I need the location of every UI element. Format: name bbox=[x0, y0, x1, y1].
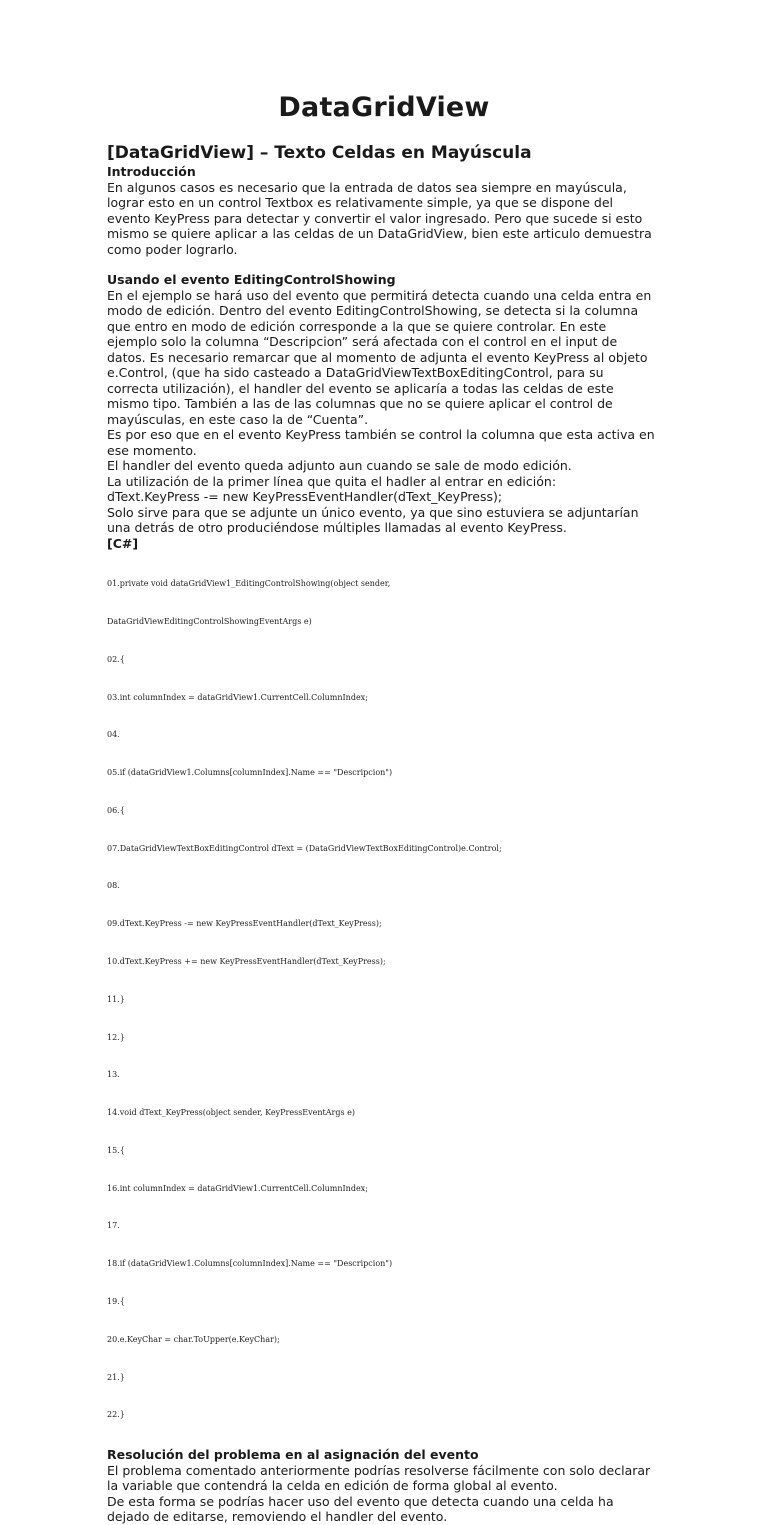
editing-heading: Usando el evento EditingControlShowing bbox=[107, 272, 396, 287]
intro-line: como poder lograrlo. bbox=[107, 241, 238, 257]
editing-line: ejemplo solo la columna “Descripcion” será afectada con el control en el input de bbox=[107, 334, 618, 349]
resolution-line: De esta forma se podrías hacer uso del evento que detecta cuando una celda ha bbox=[107, 1493, 614, 1509]
code-line: 19.{ bbox=[107, 1297, 125, 1307]
article-body bbox=[107, 142, 667, 1525]
editing-line: ese momento. bbox=[107, 442, 197, 458]
intro-line: En algunos casos es necesario que la entrada de datos sea siempre en mayúscula, bbox=[107, 179, 627, 195]
code-line: 06.{ bbox=[107, 805, 125, 815]
code-line: 01.private void dataGridView1_EditingControlShowing(object sender, bbox=[107, 579, 391, 589]
code-language-label: [C#] bbox=[107, 535, 139, 551]
code-line: 10.dText.KeyPress += new KeyPressEventHandler(dText_KeyPress); bbox=[107, 957, 386, 966]
code-line: 17. bbox=[107, 1221, 120, 1231]
editing-line: que entro en modo de edición corresponde a la que se quiere controlar. En este bbox=[107, 318, 607, 334]
resolution-heading: Resolución del problema en al asignación del evento bbox=[107, 1447, 479, 1463]
code-line: 08. bbox=[107, 881, 120, 891]
resolution-line: El problema comentado anteriormente podrías resolverse fácilmente con solo declarar bbox=[107, 1462, 651, 1478]
editing-line: En el ejemplo se hará uso del evento que permitirá detecta cuando una celda entra en bbox=[107, 287, 652, 303]
editing-line: La utilización de la primer línea que quita el hadler al entrar en edición: bbox=[107, 473, 557, 489]
code-line: DataGridViewEditingControlShowingEventArgs e) bbox=[107, 616, 312, 626]
code-block bbox=[107, 553, 667, 1447]
editing-paragraph bbox=[107, 288, 667, 536]
code-line: 09.dText.KeyPress -= new KeyPressEventHandler(dText_KeyPress); bbox=[107, 919, 382, 929]
editing-line: correcta utilización), el handler del evento se aplicaría a todas las celdas de este bbox=[107, 380, 614, 396]
intro-line: mismo se quiere aplicar a las celdas de un DataGridView, bien este articulo demuestra bbox=[107, 226, 652, 241]
code-line: 21.} bbox=[107, 1372, 125, 1382]
resolution-paragraph bbox=[107, 1463, 667, 1525]
editing-line: Solo sirve para que se adjunte un único evento, ya que sino estuviera se adjuntarían bbox=[107, 504, 639, 520]
code-line: 07.DataGridViewTextBoxEditingControl dText = (DataGridViewTextBoxEditingControl)e.Control; bbox=[107, 843, 502, 853]
editing-line: una detrás de otro produciéndose múltiples llamadas al evento KeyPress. bbox=[107, 520, 567, 535]
code-line: 22.} bbox=[107, 1410, 125, 1420]
editing-line: dText.KeyPress -= new KeyPressEventHandler(dText_KeyPress); bbox=[107, 489, 503, 504]
article-subtitle: [DataGridView] – Texto Celdas en Mayúscula bbox=[107, 143, 532, 163]
code-line: 15.{ bbox=[107, 1145, 125, 1155]
code-line: 11.} bbox=[107, 994, 125, 1004]
document-title: DataGridView bbox=[278, 92, 490, 123]
code-line: 05.if (dataGridView1.Columns[columnIndex].Name == "Descripcion") bbox=[107, 768, 393, 778]
code-line: 18.if (dataGridView1.Columns[columnIndex].Name == "Descripcion") bbox=[107, 1259, 393, 1269]
editing-line: Es por eso que en el evento KeyPress también se control la columna que esta activa en bbox=[107, 427, 655, 442]
code-line: 13. bbox=[107, 1070, 120, 1080]
code-line: 04. bbox=[107, 730, 120, 740]
editing-line: mismo tipo. También a las de las columnas que no se quiere aplicar el control de bbox=[107, 396, 613, 411]
code-line: 14.void dText_KeyPress(object sender, KeyPressEventArgs e) bbox=[107, 1108, 355, 1118]
editing-line: mayúsculas, en este caso la de “Cuenta”. bbox=[107, 411, 369, 427]
resolution-line: dejado de editarse, removiendo el handler del evento. bbox=[107, 1509, 448, 1525]
intro-heading: Introducción bbox=[107, 164, 196, 179]
spacer bbox=[107, 257, 667, 272]
editing-line: datos. Es necesario remarcar que al momento de adjunta el evento KeyPress al objeto bbox=[107, 349, 648, 365]
code-line: 02.{ bbox=[107, 654, 125, 664]
intro-line: lograr esto en un control Textbox es relativamente simple, ya que se dispone del bbox=[107, 195, 614, 210]
code-line: 16.int columnIndex = dataGridView1.CurrentCell.ColumnIndex; bbox=[107, 1183, 368, 1193]
resolution-line: la variable que contendrá la celda en edición de forma global al evento. bbox=[107, 1478, 558, 1494]
editing-line: modo de edición. Dentro del evento EditingControlShowing, se detecta si la columna bbox=[107, 303, 639, 318]
code-line: 12.} bbox=[107, 1032, 125, 1042]
editing-line: El handler del evento queda adjunto aun cuando se sale de modo edición. bbox=[107, 458, 572, 473]
intro-line: evento KeyPress para detectar y convertir el valor ingresado. Pero que sucede si esto bbox=[107, 210, 643, 226]
intro-paragraph bbox=[107, 180, 667, 258]
code-line: 20.e.KeyChar = char.ToUpper(e.KeyChar); bbox=[107, 1334, 280, 1344]
code-line: 03.int columnIndex = dataGridView1.CurrentCell.ColumnIndex; bbox=[107, 692, 368, 702]
editing-line: e.Control, (que ha sido casteado a DataGridViewTextBoxEditingControl, para su bbox=[107, 365, 604, 380]
